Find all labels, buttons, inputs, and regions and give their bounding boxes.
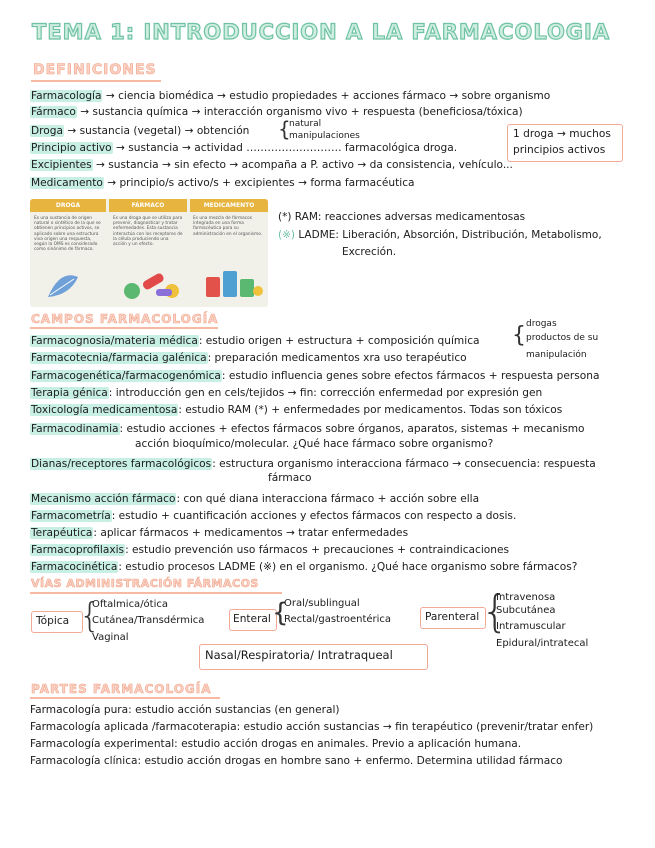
infographic-text-droga: Es una sustancia de origen natural o sintético de la que se obtienen principios activos, se aplicado sobre una estructura viva origen una respuesta, según la OMS es considerado como sinónimo de fármaco.: [34, 216, 101, 253]
section-heading-partes: PARTES FARMACOLOGÍA: [31, 682, 212, 696]
campo-line: Farmacognosia/materia médica: estudio origen + estructura + composición química: [31, 335, 480, 347]
campo-line: Terapéutica: aplicar fármacos + medicamentos → tratar enfermedades: [31, 527, 409, 539]
infographic-header-medicamento: MEDICAMENTO: [190, 199, 268, 212]
definition-line: Fármaco → sustancia química → interacción organismo vivo + respuesta (beneficiosa/tóxica): [31, 106, 523, 118]
infographic-text-medicamento: Es una mezcla de fármacos integrada en una forma farmacéutica para su administración en el organismo.: [193, 216, 263, 237]
campo-line: Toxicología medicamentosa: estudio RAM (*) + enfermedades por medicamentos. Todas son tóxicos: [31, 404, 563, 416]
brace-icon: {: [512, 323, 526, 348]
campo-line: Farmacometría: estudio + cuantificación acciones y efectos fármacos con respecto a dosis.: [31, 510, 517, 522]
definition-line: Droga → sustancia (vegetal) → obtención: [31, 125, 250, 137]
partes-line: Farmacología aplicada /farmacoterapia: estudio acción sustancias → fin terapéutico (prevenir/tratar enfer): [30, 721, 594, 733]
infographic-text-farmaco: Es una droga que se utiliza para prevenir, diagnosticar y tratar enfermedades. Esta sustancia interactúa con los receptores de la célula produciendo una acción y un efecto.: [113, 216, 183, 248]
campo-line: Mecanismo acción fármaco: con qué diana interacciona fármaco + acción sobre ella: [31, 493, 480, 505]
campo-line: acción bioquímico/molecular. ¿Qué hace fármaco sobre organismo?: [135, 438, 494, 450]
obtencion-option: manipulaciones: [289, 131, 360, 141]
definition-line: Excipientes → sustancia → sin efecto → acompaña a P. activo → da consistencia, vehículo...: [31, 159, 513, 171]
section-heading-vias: VÍAS ADMINISTRACIÓN FÁRMACOS: [31, 577, 259, 590]
infographic-illustrations: [30, 199, 268, 307]
note-line: (*) RAM: reacciones adversas medicamentosas: [278, 211, 526, 223]
drogas-brace-item: drogas: [526, 319, 557, 329]
via-label-enteral: Enteral: [233, 613, 271, 625]
section-heading-definiciones: DEFINICIONES: [33, 62, 157, 78]
campo-line: Terapia génica: introducción gen en cels/tejidos → fin: corrección enfermedad por expresión gen: [31, 387, 543, 399]
note-box-line: principios activos: [513, 144, 606, 156]
campo-line: Farmacotecnia/farmacia galénica: preparación medicamentos xra uso terapéutico: [31, 352, 467, 364]
definition-line: Principio activo → sustancia → actividad ……………………… farmacológica droga.: [31, 142, 458, 154]
via-option: Rectal/gastroentérica: [284, 614, 392, 625]
note-line: Excreción.: [342, 246, 397, 258]
via-option: Cutánea/Transdérmica: [92, 615, 205, 626]
definition-line: Farmacología → ciencia biomédica → estudio propiedades + acciones fármaco → sobre organismo: [31, 90, 551, 102]
heading-underline: [31, 80, 161, 82]
via-option: Oral/sublingual: [284, 598, 360, 609]
leaf-icon: [48, 275, 78, 297]
campo-line: Farmacoprofilaxis: estudio prevención uso fármacos + precauciones + contraindicaciones: [31, 544, 510, 556]
infographic-header-farmaco: FÁRMACO: [109, 199, 187, 212]
via-option: Intramuscular: [496, 621, 566, 632]
campo-line: Farmacogenética/farmacogenómica: estudio influencia genes sobre efectos fármacos + respuesta persona: [31, 370, 600, 382]
page-title: TEMA 1: INTRODUCCION A LA FARMACOLOGIA: [32, 20, 611, 44]
via-label-topica: Tópica: [36, 615, 70, 627]
brace-icon: {: [272, 598, 289, 628]
medicine-bottles-icon: [206, 271, 263, 297]
drogas-brace-item: productos de su: [526, 333, 599, 343]
infographic-card: [30, 199, 268, 307]
heading-underline: [30, 697, 220, 699]
campo-line: fármaco: [268, 472, 312, 484]
brace-icon: {: [79, 596, 101, 636]
definition-line: Medicamento → principio/s activo/s + excipientes → forma farmacéutica: [31, 177, 415, 189]
via-option: Intravenosa: [496, 592, 556, 603]
via-option: Vaginal: [92, 632, 129, 643]
note-line: (※) LADME: Liberación, Absorción, Distribución, Metabolismo,: [278, 229, 602, 241]
partes-line: Farmacología pura: estudio acción sustancias (en general): [30, 704, 340, 716]
campo-line: Farmacodinamia: estudio acciones + efectos fármacos sobre órganos, aparatos, sistemas + mecanismo: [31, 423, 585, 435]
infographic-header-droga: DROGA: [30, 199, 106, 212]
heading-underline: [30, 592, 282, 594]
via-option: Subcutánea: [496, 605, 556, 616]
via-option: Oftalmica/ótica: [92, 599, 169, 610]
brace-icon: {: [481, 586, 509, 637]
pills-icon: [124, 272, 179, 299]
campo-line: Farmacocinética: estudio procesos LADME (※) en el organismo. ¿Qué hace organismo sobre fármacos?: [31, 561, 578, 573]
drogas-brace-item: manipulación: [526, 350, 587, 360]
via-label-nasal: Nasal/Respiratoria/ Intratraqueal: [205, 648, 393, 662]
campo-line: Dianas/receptores farmacológicos: estructura organismo interacciona fármaco → consecuencia: respuesta: [31, 458, 596, 470]
note-box-line: 1 droga → muchos: [513, 128, 611, 140]
via-option: Epidural/intratecal: [496, 638, 589, 649]
via-label-parenteral: Parenteral: [425, 611, 480, 623]
partes-line: Farmacología clínica: estudio acción drogas en hombre sano + enfermo. Determina utilidad fármaco: [30, 755, 563, 767]
obtencion-option: natural: [289, 119, 322, 129]
partes-line: Farmacología experimental: estudio acción drogas en animales. Previo a aplicación humana.: [30, 738, 522, 750]
section-heading-campos: CAMPOS FARMACOLOGÍA: [31, 312, 219, 326]
brace-icon: {: [278, 117, 291, 141]
heading-underline: [30, 327, 218, 329]
